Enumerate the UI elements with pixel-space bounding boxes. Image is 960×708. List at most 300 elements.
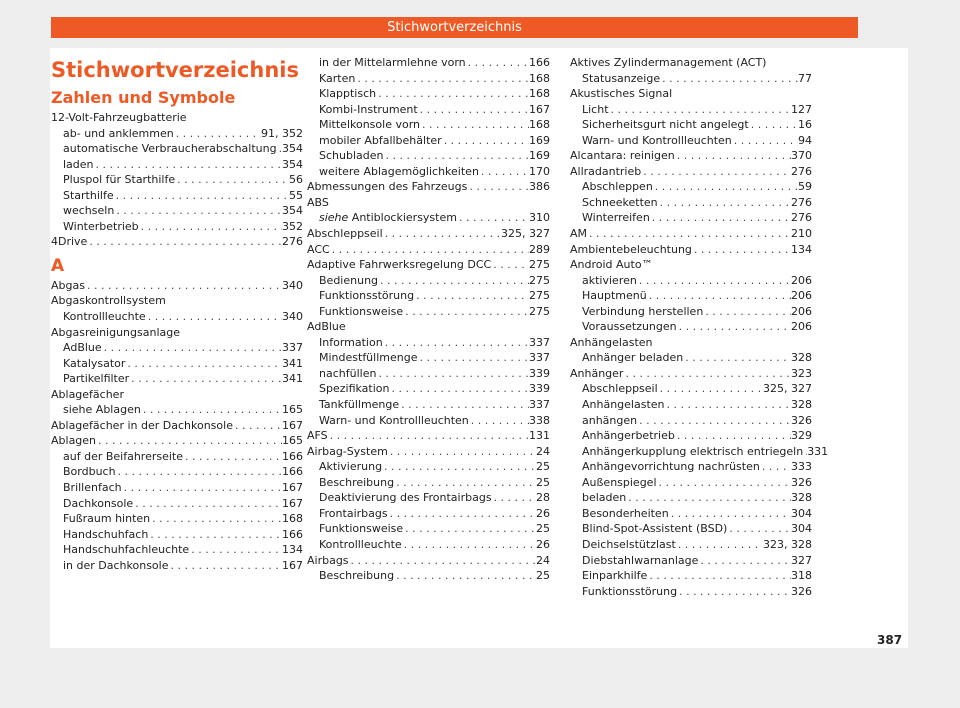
index-entry bbox=[570, 273, 812, 289]
index-entry bbox=[307, 273, 550, 289]
entry-term: Blind-Spot-Assistent (BSD) bbox=[582, 522, 728, 536]
entry-term: Bedienung bbox=[319, 273, 379, 287]
dot-leader bbox=[647, 568, 791, 584]
entry-page-ref: 326 bbox=[791, 413, 812, 427]
entry-term: Abgasreinigungsanlage bbox=[51, 325, 180, 339]
dot-leader bbox=[457, 210, 529, 226]
dot-leader bbox=[85, 278, 282, 294]
entry-page-ref: 131 bbox=[529, 429, 550, 443]
entry-term: Deichselstützlast bbox=[582, 537, 676, 551]
entry-term: AFS bbox=[307, 429, 328, 443]
dot-leader bbox=[491, 257, 529, 273]
entry-term: Fußraum hinten bbox=[63, 512, 151, 526]
index-entry bbox=[51, 219, 303, 235]
entry-page-ref: 167 bbox=[282, 558, 303, 572]
entry-page-ref: 304 bbox=[791, 522, 812, 536]
index-entry bbox=[570, 117, 812, 133]
index-entry bbox=[51, 496, 303, 512]
dot-leader bbox=[129, 371, 282, 387]
entry-page-ref: 327 bbox=[791, 553, 812, 567]
entry-term: Warn- und Kontrollleuchten bbox=[319, 413, 469, 427]
entry-page-ref: 276 bbox=[791, 195, 812, 209]
dot-leader bbox=[403, 521, 536, 537]
entry-term: Anhängelasten bbox=[570, 335, 653, 349]
entry-term: mobiler Abfallbehälter bbox=[319, 133, 442, 147]
index-entry bbox=[307, 226, 550, 242]
dot-leader bbox=[675, 148, 791, 164]
dot-leader bbox=[749, 117, 798, 133]
dot-leader bbox=[587, 226, 791, 242]
page-number: 387 bbox=[877, 633, 903, 647]
entry-page-ref: 276 bbox=[791, 211, 812, 225]
index-entry bbox=[51, 402, 303, 418]
entry-term: anhängen bbox=[582, 413, 638, 427]
entry-term: Handschuhfachleuchte bbox=[63, 543, 190, 557]
index-entry bbox=[307, 179, 550, 195]
entry-term: Pluspol für Starthilfe bbox=[63, 173, 176, 187]
entry-term: Sicherheitsgurt nicht angelegt bbox=[582, 118, 749, 132]
dot-leader bbox=[698, 553, 791, 569]
entry-term: Winterbetrieb bbox=[63, 219, 139, 233]
entry-term: Schneeketten bbox=[582, 195, 658, 209]
index-entry bbox=[51, 558, 303, 574]
entry-term: AdBlue bbox=[307, 320, 346, 334]
dot-leader bbox=[102, 340, 282, 356]
index-entry bbox=[570, 459, 812, 475]
dot-leader bbox=[658, 381, 763, 397]
entry-term: Besonderheiten bbox=[582, 506, 669, 520]
entry-term: Kontrollleuchte bbox=[63, 310, 146, 324]
index-entry bbox=[570, 226, 812, 242]
entry-term: 4Drive bbox=[51, 235, 88, 249]
entry-page-ref: 94 bbox=[798, 133, 812, 147]
index-entry bbox=[307, 490, 550, 506]
index-entry bbox=[570, 428, 812, 444]
entry-page-ref: 337 bbox=[529, 335, 550, 349]
index-entry bbox=[307, 71, 550, 87]
entry-term: Adaptive Fahrwerksregelung DCC bbox=[307, 258, 492, 272]
index-entry bbox=[570, 397, 812, 413]
index-column-1 bbox=[51, 55, 303, 573]
entry-page-ref: 168 bbox=[529, 87, 550, 101]
entry-page-ref: 56 bbox=[289, 173, 303, 187]
entry-term: laden bbox=[63, 157, 94, 171]
entry-term: Einparkhilfe bbox=[582, 569, 648, 583]
dot-leader bbox=[623, 366, 791, 382]
dot-leader bbox=[328, 428, 529, 444]
entry-page-ref: 340 bbox=[282, 278, 303, 292]
entry-term: Diebstahlwarnanlage bbox=[582, 553, 699, 567]
entry-page-ref: 304 bbox=[791, 506, 812, 520]
entry-page-ref: 354 bbox=[282, 142, 303, 156]
entry-page-ref: 166 bbox=[282, 449, 303, 463]
entry-page-ref: 169 bbox=[529, 149, 550, 163]
index-entry bbox=[570, 537, 812, 553]
dot-leader bbox=[641, 164, 791, 180]
index-entry bbox=[307, 537, 550, 553]
dot-leader bbox=[389, 381, 529, 397]
dot-leader bbox=[626, 490, 791, 506]
entry-page-ref: 25 bbox=[536, 522, 550, 536]
dot-leader bbox=[420, 117, 529, 133]
entry-term: beladen bbox=[582, 491, 627, 505]
entry-term: Bordbuch bbox=[63, 465, 116, 479]
entry-term: Anhängerkupplung elektrisch entriegeln bbox=[582, 444, 804, 458]
entry-term: Anhänger beladen bbox=[582, 351, 684, 365]
entry-page-ref: 333 bbox=[791, 460, 812, 474]
entry-page-ref: 24 bbox=[536, 553, 550, 567]
entry-page-ref: 325, 327 bbox=[501, 227, 550, 241]
index-entry bbox=[570, 366, 812, 382]
index-entry bbox=[570, 164, 812, 180]
index-entry bbox=[307, 553, 550, 569]
index-entry bbox=[307, 257, 550, 273]
index-entries bbox=[570, 55, 829, 599]
dot-leader bbox=[732, 133, 798, 149]
entry-page-ref: 325, 327 bbox=[763, 382, 812, 396]
entry-page-ref: 323 bbox=[791, 366, 812, 380]
index-entry bbox=[51, 433, 303, 449]
entry-term: automatische Verbraucherabschaltung bbox=[63, 142, 277, 156]
entry-page-ref: 337 bbox=[529, 351, 550, 365]
entry-page-ref: 166 bbox=[282, 465, 303, 479]
index-entry bbox=[307, 319, 550, 335]
index-entry bbox=[51, 110, 303, 126]
index-entry bbox=[307, 55, 550, 71]
entry-page-ref: 323, 328 bbox=[763, 537, 812, 551]
index-entry bbox=[570, 506, 812, 522]
entry-page-ref: 16 bbox=[798, 118, 812, 132]
index-entry bbox=[570, 133, 812, 149]
entry-term: wechseln bbox=[63, 204, 115, 218]
entry-term: Brillenfach bbox=[63, 481, 122, 495]
entry-page-ref: 77 bbox=[798, 71, 812, 85]
entry-page-ref: 206 bbox=[791, 320, 812, 334]
entry-term: 12-Volt-Fahrzeugbatterie bbox=[51, 111, 187, 124]
entry-page-ref: 275 bbox=[529, 289, 550, 303]
dot-leader bbox=[394, 568, 536, 584]
dot-leader bbox=[383, 148, 529, 164]
entry-term: Beschreibung bbox=[319, 475, 395, 489]
index-entry bbox=[307, 288, 550, 304]
dot-leader bbox=[376, 86, 529, 102]
entry-term: Ablagen bbox=[51, 434, 97, 448]
entry-term: Voraussetzungen bbox=[582, 320, 677, 334]
index-entry bbox=[51, 172, 303, 188]
entry-term: Beschreibung bbox=[319, 569, 395, 583]
entry-page-ref: 59 bbox=[798, 180, 812, 194]
entry-term: siehe Ablagen bbox=[63, 403, 141, 417]
entry-term: Partikelfilter bbox=[63, 372, 130, 386]
dot-leader bbox=[174, 126, 261, 142]
entry-page-ref: 310 bbox=[529, 211, 550, 225]
entry-page-ref: 338 bbox=[529, 413, 550, 427]
entry-page-ref: 167 bbox=[529, 102, 550, 116]
entry-term: Allradantrieb bbox=[570, 164, 642, 178]
index-entry bbox=[51, 356, 303, 372]
entry-page-ref: 337 bbox=[282, 341, 303, 355]
index-entry bbox=[570, 148, 812, 164]
dot-leader bbox=[658, 195, 791, 211]
dot-leader bbox=[349, 553, 536, 569]
entry-term: in der Dachkonsole bbox=[63, 558, 169, 572]
entry-term: Abgaskontrollsystem bbox=[51, 294, 166, 308]
index-entry bbox=[307, 164, 550, 180]
entry-page-ref: 206 bbox=[791, 273, 812, 287]
index-entry bbox=[51, 418, 303, 434]
entry-term: Licht bbox=[582, 102, 609, 116]
entry-term: Android Auto™ bbox=[570, 258, 653, 272]
index-entry bbox=[570, 210, 812, 226]
index-entry bbox=[51, 371, 303, 387]
entry-page-ref: 168 bbox=[282, 512, 303, 526]
entry-term: Hauptmenü bbox=[582, 289, 647, 303]
index-entry bbox=[51, 325, 303, 341]
entry-term: Statusanzeige bbox=[582, 71, 661, 85]
entry-term: Anhängevorrichtung nachrüsten bbox=[582, 460, 760, 474]
entry-page-ref: 167 bbox=[282, 496, 303, 510]
index-entry bbox=[51, 188, 303, 204]
entry-term: Abschleppen bbox=[582, 180, 653, 194]
entry-term: Außenspiegel bbox=[582, 475, 657, 489]
entry-page-ref: 386 bbox=[529, 180, 550, 194]
index-entry bbox=[51, 309, 303, 325]
entry-page-ref: 165 bbox=[282, 403, 303, 417]
index-entry bbox=[570, 335, 812, 351]
dot-leader bbox=[122, 480, 282, 496]
dot-leader bbox=[114, 203, 282, 219]
entry-page-ref: 168 bbox=[529, 71, 550, 85]
entry-term: aktivieren bbox=[582, 273, 637, 287]
entry-term: Frontairbags bbox=[319, 506, 388, 520]
entry-page-ref: 25 bbox=[536, 460, 550, 474]
entry-page-ref: 25 bbox=[536, 569, 550, 583]
index-entry bbox=[307, 366, 550, 382]
index-entry bbox=[570, 444, 829, 460]
index-entry bbox=[51, 480, 303, 496]
index-entry bbox=[51, 511, 303, 527]
entry-see-prefix: siehe bbox=[319, 211, 349, 225]
index-entry bbox=[570, 319, 812, 335]
entry-term: Dachkonsole bbox=[63, 496, 134, 510]
dot-leader bbox=[125, 356, 282, 372]
section-heading-numbers: Zahlen und Symbole bbox=[51, 88, 236, 107]
entry-page-ref: 341 bbox=[282, 372, 303, 386]
dot-leader bbox=[637, 413, 791, 429]
index-entry bbox=[307, 459, 550, 475]
dot-leader bbox=[139, 219, 282, 235]
dot-leader bbox=[116, 464, 282, 480]
entry-term: Karten bbox=[319, 71, 356, 85]
dot-leader bbox=[388, 506, 536, 522]
entry-term: Abgas bbox=[51, 278, 85, 292]
entry-page-ref: 24 bbox=[536, 444, 550, 458]
index-entry bbox=[307, 428, 550, 444]
index-entry bbox=[570, 55, 812, 71]
entry-term: weitere Ablagemöglichkeiten bbox=[319, 164, 479, 178]
entry-term: Ambientebeleuchtung bbox=[570, 242, 692, 256]
entry-page-ref: 339 bbox=[529, 366, 550, 380]
index-entry bbox=[307, 397, 550, 413]
dot-leader bbox=[466, 55, 529, 71]
entry-term: Kontrollleuchte bbox=[319, 537, 402, 551]
entry-page-ref: 354 bbox=[282, 204, 303, 218]
entry-term: Airbags bbox=[307, 553, 349, 567]
entry-term: Katalysator bbox=[63, 356, 126, 370]
entry-page-ref: 328 bbox=[791, 351, 812, 365]
dot-leader bbox=[414, 288, 529, 304]
index-entry bbox=[570, 381, 812, 397]
entry-page-ref: 352 bbox=[282, 219, 303, 233]
index-entry bbox=[51, 542, 303, 558]
dot-leader bbox=[469, 413, 529, 429]
index-entry bbox=[570, 521, 812, 537]
dot-leader bbox=[692, 242, 791, 258]
index-entry bbox=[570, 553, 812, 569]
dot-leader bbox=[403, 304, 529, 320]
entry-term: Klapptisch bbox=[319, 87, 377, 101]
dot-leader bbox=[703, 304, 791, 320]
entry-term: Ablagefächer in der Dachkonsole bbox=[51, 418, 233, 432]
entry-page-ref: 275 bbox=[529, 304, 550, 318]
entry-term: auf der Beifahrerseite bbox=[63, 449, 184, 463]
entry-page-ref: 25 bbox=[536, 475, 550, 489]
dot-leader bbox=[148, 527, 282, 543]
header-bar: Stichwortverzeichnis bbox=[51, 17, 858, 38]
entry-term: Deaktivierung des Frontairbags bbox=[319, 491, 492, 505]
dot-leader bbox=[657, 475, 791, 491]
index-entry bbox=[570, 242, 812, 258]
entry-page-ref: 170 bbox=[529, 164, 550, 178]
index-entry bbox=[307, 475, 550, 491]
entry-term-text: Antiblockiersystem bbox=[351, 211, 457, 225]
entry-term: Aktivierung bbox=[319, 460, 383, 474]
dot-leader bbox=[676, 537, 763, 553]
entry-page-ref: 166 bbox=[529, 56, 550, 69]
index-entry bbox=[307, 210, 550, 226]
entry-term: Tankfüllmenge bbox=[319, 398, 400, 412]
entry-term: Handschuhfach bbox=[63, 527, 149, 541]
entry-page-ref: 134 bbox=[791, 242, 812, 256]
entry-term bbox=[319, 210, 457, 226]
dot-leader bbox=[650, 210, 791, 226]
entry-term: Winterreifen bbox=[582, 211, 650, 225]
index-entry bbox=[570, 304, 812, 320]
entry-page-ref: 26 bbox=[536, 537, 550, 551]
entry-page-ref: 326 bbox=[791, 475, 812, 489]
dot-leader bbox=[382, 459, 536, 475]
entry-term: Aktives Zylindermanagement (ACT) bbox=[570, 56, 767, 69]
index-entry bbox=[51, 278, 303, 294]
entry-page-ref: 134 bbox=[282, 543, 303, 557]
entry-term: Funktionsstörung bbox=[319, 289, 415, 303]
index-entry bbox=[51, 126, 303, 142]
entry-term: Kombi-Instrument bbox=[319, 102, 418, 116]
entry-term: Akustisches Signal bbox=[570, 87, 673, 101]
dot-leader bbox=[492, 490, 536, 506]
index-entry bbox=[307, 195, 550, 211]
dot-leader bbox=[402, 537, 536, 553]
entry-term: Abschleppseil bbox=[307, 227, 383, 241]
index-entry bbox=[307, 133, 550, 149]
entry-term: Funktionsstörung bbox=[582, 584, 678, 598]
entry-term: ab- und anklemmen bbox=[63, 126, 174, 140]
entry-term: Mittelkonsole vorn bbox=[319, 118, 420, 132]
entry-page-ref: 165 bbox=[282, 434, 303, 448]
dot-leader bbox=[467, 179, 529, 195]
dot-leader bbox=[141, 402, 282, 418]
index-entry bbox=[307, 102, 550, 118]
entry-page-ref: 370 bbox=[791, 149, 812, 163]
index-column-3 bbox=[570, 55, 829, 599]
index-entry bbox=[570, 288, 812, 304]
index-entry bbox=[570, 179, 812, 195]
entry-term: ACC bbox=[307, 242, 330, 256]
entry-page-ref: 354 bbox=[282, 157, 303, 171]
entry-page-ref: 206 bbox=[791, 304, 812, 318]
dot-leader bbox=[669, 506, 791, 522]
dot-leader bbox=[383, 335, 529, 351]
dot-leader bbox=[675, 428, 791, 444]
dot-leader bbox=[760, 459, 791, 475]
entry-term: Information bbox=[319, 335, 383, 349]
entry-term: ABS bbox=[307, 195, 329, 209]
index-entry bbox=[570, 86, 812, 102]
entry-term: Mindestfüllmenge bbox=[319, 351, 418, 365]
entry-page-ref: 339 bbox=[529, 382, 550, 396]
page-title: Stichwortverzeichnis bbox=[51, 58, 299, 82]
entry-term: Warn- und Kontrollleuchten bbox=[582, 133, 732, 147]
index-entry bbox=[51, 340, 303, 356]
dot-leader bbox=[330, 242, 529, 258]
entry-page-ref: 341 bbox=[282, 356, 303, 370]
entry-page-ref: 289 bbox=[529, 242, 550, 256]
dot-leader bbox=[479, 164, 529, 180]
dot-leader bbox=[394, 475, 536, 491]
index-entry bbox=[570, 257, 812, 273]
entry-term: Alcantara: reinigen bbox=[570, 149, 675, 163]
entry-page-ref: 276 bbox=[791, 164, 812, 178]
index-entry bbox=[307, 568, 550, 584]
dot-leader bbox=[417, 350, 529, 366]
index-entry bbox=[307, 350, 550, 366]
dot-leader bbox=[388, 444, 536, 460]
entry-page-ref: 275 bbox=[529, 273, 550, 287]
entry-page-ref: 318 bbox=[791, 569, 812, 583]
index-entry bbox=[307, 335, 550, 351]
entry-term: nachfüllen bbox=[319, 366, 377, 380]
entry-term: Anhängelasten bbox=[582, 398, 665, 412]
entry-term: Starthilfe bbox=[63, 188, 114, 202]
dot-leader bbox=[637, 273, 791, 289]
index-entry bbox=[307, 521, 550, 537]
index-entry bbox=[51, 157, 303, 173]
entry-term: Funktionsweise bbox=[319, 304, 404, 318]
index-entry bbox=[570, 490, 812, 506]
dot-leader bbox=[133, 496, 282, 512]
entry-page-ref: 328 bbox=[791, 491, 812, 505]
dot-leader bbox=[609, 102, 791, 118]
entry-page-ref: 55 bbox=[289, 188, 303, 202]
entry-page-ref: 331 bbox=[807, 444, 829, 458]
index-entry bbox=[307, 242, 550, 258]
dot-leader bbox=[175, 172, 289, 188]
dot-leader bbox=[376, 366, 529, 382]
entry-page-ref: 127 bbox=[791, 102, 812, 116]
dot-leader bbox=[727, 521, 791, 537]
dot-leader bbox=[183, 449, 282, 465]
entry-page-ref: 328 bbox=[791, 398, 812, 412]
